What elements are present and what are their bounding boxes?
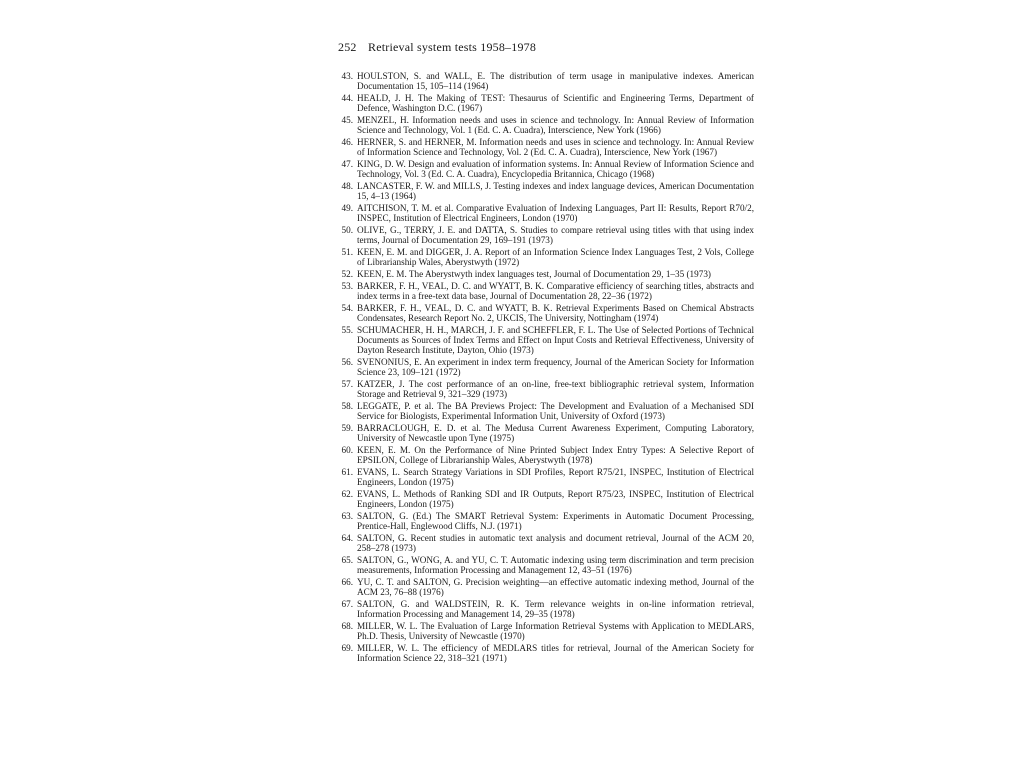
reference-entry: [336, 203, 754, 223]
running-title: Retrieval system tests 1958–1978: [368, 40, 537, 54]
reference-number: 50.: [341, 225, 353, 235]
reference-entry: [336, 325, 754, 356]
reference-entry: [336, 511, 754, 531]
reference-text: KEEN, E. M. On the Performance of Nine Printed Subject Index Entry Types: A Selective Report of EPSILON, College of Librarianship Wales, Aberystwyth (1978): [357, 445, 754, 466]
reference-number: 59.: [341, 423, 353, 433]
reference-entry: [336, 247, 754, 267]
reference-number: 69.: [341, 643, 353, 653]
reference-text: SVENONIUS, E. An experiment in index term frequency, Journal of the American Society for Information Science 23, 109–121 (1972): [357, 357, 754, 378]
reference-entry: [336, 181, 754, 201]
reference-number: 48.: [341, 181, 353, 191]
reference-entry: [336, 303, 754, 323]
reference-entry: [336, 489, 754, 509]
reference-text: EVANS, L. Search Strategy Variations in SDI Profiles, Report R75/21, INSPEC, Institution of Electrical Engineers, London (1975): [357, 467, 754, 488]
reference-number: 56.: [341, 357, 353, 367]
reference-entry: [336, 115, 754, 135]
reference-entry: [336, 621, 754, 641]
reference-number: 49.: [341, 203, 353, 213]
reference-entry: [336, 281, 754, 301]
reference-number: 55.: [341, 324, 353, 335]
reference-number: 54.: [341, 302, 353, 313]
reference-entry: [336, 555, 754, 575]
reference-entry: [336, 599, 754, 619]
reference-text: BARRACLOUGH, E. D. et al. The Medusa Current Awareness Experiment, Computing Laboratory, University of Newcastle upon Tyne (1975): [357, 423, 754, 444]
reference-text: LEGGATE, P. et al. The BA Previews Project: The Development and Evaluation of a Mechanised SDI Service for Biologists, Experimental Information Unit, University of Oxford (1973): [357, 401, 754, 422]
reference-entry: [336, 445, 754, 465]
reference-number: 64.: [341, 533, 353, 543]
reference-number: 47.: [341, 159, 353, 169]
reference-text: SCHUMACHER, H. H., MARCH, J. F. and SCHEFFLER, F. L. The Use of Selected Portions of Technical Documents as Sources of Index Terms and Effect on Input Costs and Retrieval Effectiveness, University of Dayton Research Institute, Dayton, Ohio (1973): [357, 324, 754, 356]
reference-number: 60.: [341, 445, 353, 455]
reference-text: HOULSTON, S. and WALL, E. The distribution of term usage in manipulative indexes. American Documentation 15, 105–114 (1964): [357, 71, 754, 92]
reference-list: [336, 71, 754, 665]
reference-entry: [336, 159, 754, 179]
reference-number: 63.: [341, 511, 353, 521]
reference-entry: [336, 93, 754, 113]
reference-text: MILLER, W. L. The Evaluation of Large Information Retrieval Systems with Application to MEDLARS, Ph.D. Thesis, University of Newcastle (1970): [357, 621, 754, 642]
reference-text: SALTON, G. (Ed.) The SMART Retrieval System: Experiments in Automatic Document Processing, Prentice-Hall, Englewood Cliffs, N.J. (1971): [357, 511, 754, 532]
reference-number: 46.: [341, 137, 353, 147]
reference-text: SALTON, G., WONG, A. and YU, C. T. Automatic indexing using term discrimination and term precision measurements, Information Processing and Management 12, 43–51 (1976): [357, 555, 754, 576]
reference-number: 51.: [341, 247, 353, 257]
reference-text: SALTON, G. and WALDSTEIN, R. K. Term relevance weights in on-line information retrieval, Information Processing and Management 14, 29–35 (1978): [357, 599, 754, 620]
reference-text: HEALD, J. H. The Making of TEST: Thesaurus of Scientific and Engineering Terms, Department of Defence, Washington D.C. (1967): [357, 93, 754, 114]
reference-text: YU, C. T. and SALTON, G. Precision weighting—an effective automatic indexing method, Journal of the ACM 23, 76–88 (1976): [357, 577, 754, 598]
page-number: 252: [338, 40, 357, 54]
reference-text: HERNER, S. and HERNER, M. Information needs and uses in science and technology. In: Annual Review of Information Science and Technology, Vol. 2 (Ed. C. A. Cuadra), Interscience, New York (1967): [357, 137, 754, 158]
reference-number: 53.: [341, 280, 353, 291]
reference-number: 68.: [341, 621, 353, 631]
reference-entry: [336, 71, 754, 91]
reference-text: BARKER, F. H., VEAL, D. C. and WYATT, B. K. Retrieval Experiments Based on Chemical Abstracts Condensates, Research Report No. 2, UKCIS, The University, Nottingham (1974): [357, 302, 754, 323]
reference-entry: [336, 577, 754, 597]
reference-text: LANCASTER, F. W. and MILLS, J. Testing indexes and index language devices, American Documentation 15, 4–13 (1964): [357, 181, 754, 202]
reference-number: 57.: [341, 379, 353, 389]
reference-text: KATZER, J. The cost performance of an on-line, free-text bibliographic retrieval system, Information Storage and Retrieval 9, 321–329 (1973): [357, 379, 754, 400]
reference-entry: [336, 467, 754, 487]
reference-number: 62.: [341, 489, 353, 499]
reference-entry: [336, 357, 754, 377]
reference-entry: [336, 533, 754, 553]
reference-entry: [336, 269, 754, 279]
reference-number: 45.: [341, 115, 353, 125]
reference-number: 52.: [341, 269, 353, 279]
reference-number: 65.: [341, 555, 353, 565]
reference-number: 66.: [341, 577, 353, 587]
reference-text: BARKER, F. H., VEAL, D. C. and WYATT, B. K. Comparative efficiency of searching titles, abstracts and index terms in a free-text data base, Journal of Documentation 28, 22–36 (1972): [357, 280, 754, 301]
reference-number: 61.: [341, 467, 353, 477]
reference-text: SALTON, G. Recent studies in automatic text analysis and document retrieval, Journal of the ACM 20, 258–278 (1973): [357, 533, 754, 554]
reference-entry: [336, 423, 754, 443]
reference-entry: [336, 379, 754, 399]
reference-number: 58.: [341, 401, 353, 411]
reference-text: KEEN, E. M. and DIGGER, J. A. Report of an Information Science Index Languages Test, 2 Vols, College of Librarianship Wales, Aberystwyth (1972): [357, 247, 754, 268]
reference-entry: [336, 137, 754, 157]
reference-text: MENZEL, H. Information needs and uses in science and technology. In: Annual Review of Information Science and Technology, Vol. 1 (Ed. C. A. Cuadra), Interscience, New York (1966): [357, 115, 754, 136]
reference-number: 44.: [341, 93, 353, 103]
reference-text: OLIVE, G., TERRY, J. E. and DATTA, S. Studies to compare retrieval using titles with that using index terms, Journal of Documentation 29, 169–191 (1973): [357, 225, 754, 246]
reference-text: KEEN, E. M. The Aberystwyth index languages test, Journal of Documentation 29, 1–35 (1973): [357, 269, 711, 279]
reference-entry: [336, 643, 754, 663]
reference-text: MILLER, W. L. The efficiency of MEDLARS titles for retrieval, Journal of the American Society for Information Science 22, 318–321 (1971): [357, 643, 754, 664]
running-head: [338, 40, 536, 55]
reference-entry: [336, 401, 754, 421]
reference-text: EVANS, L. Methods of Ranking SDI and IR Outputs, Report R75/23, INSPEC, Institution of Electrical Engineers, London (1975): [357, 489, 754, 510]
reference-text: KING, D. W. Design and evaluation of information systems. In: Annual Review of Information Science and Technology, Vol. 3 (Ed. C. A. Cuadra), Encyclopedia Britannica, Chicago (1968): [357, 159, 754, 180]
reference-entry: [336, 225, 754, 245]
reference-text: AITCHISON, T. M. et al. Comparative Evaluation of Indexing Languages, Part II: Results, Report R70/2, INSPEC, Institution of Electrical Engineers, London (1970): [357, 203, 754, 224]
reference-number: 43.: [341, 71, 353, 81]
reference-number: 67.: [341, 599, 353, 609]
